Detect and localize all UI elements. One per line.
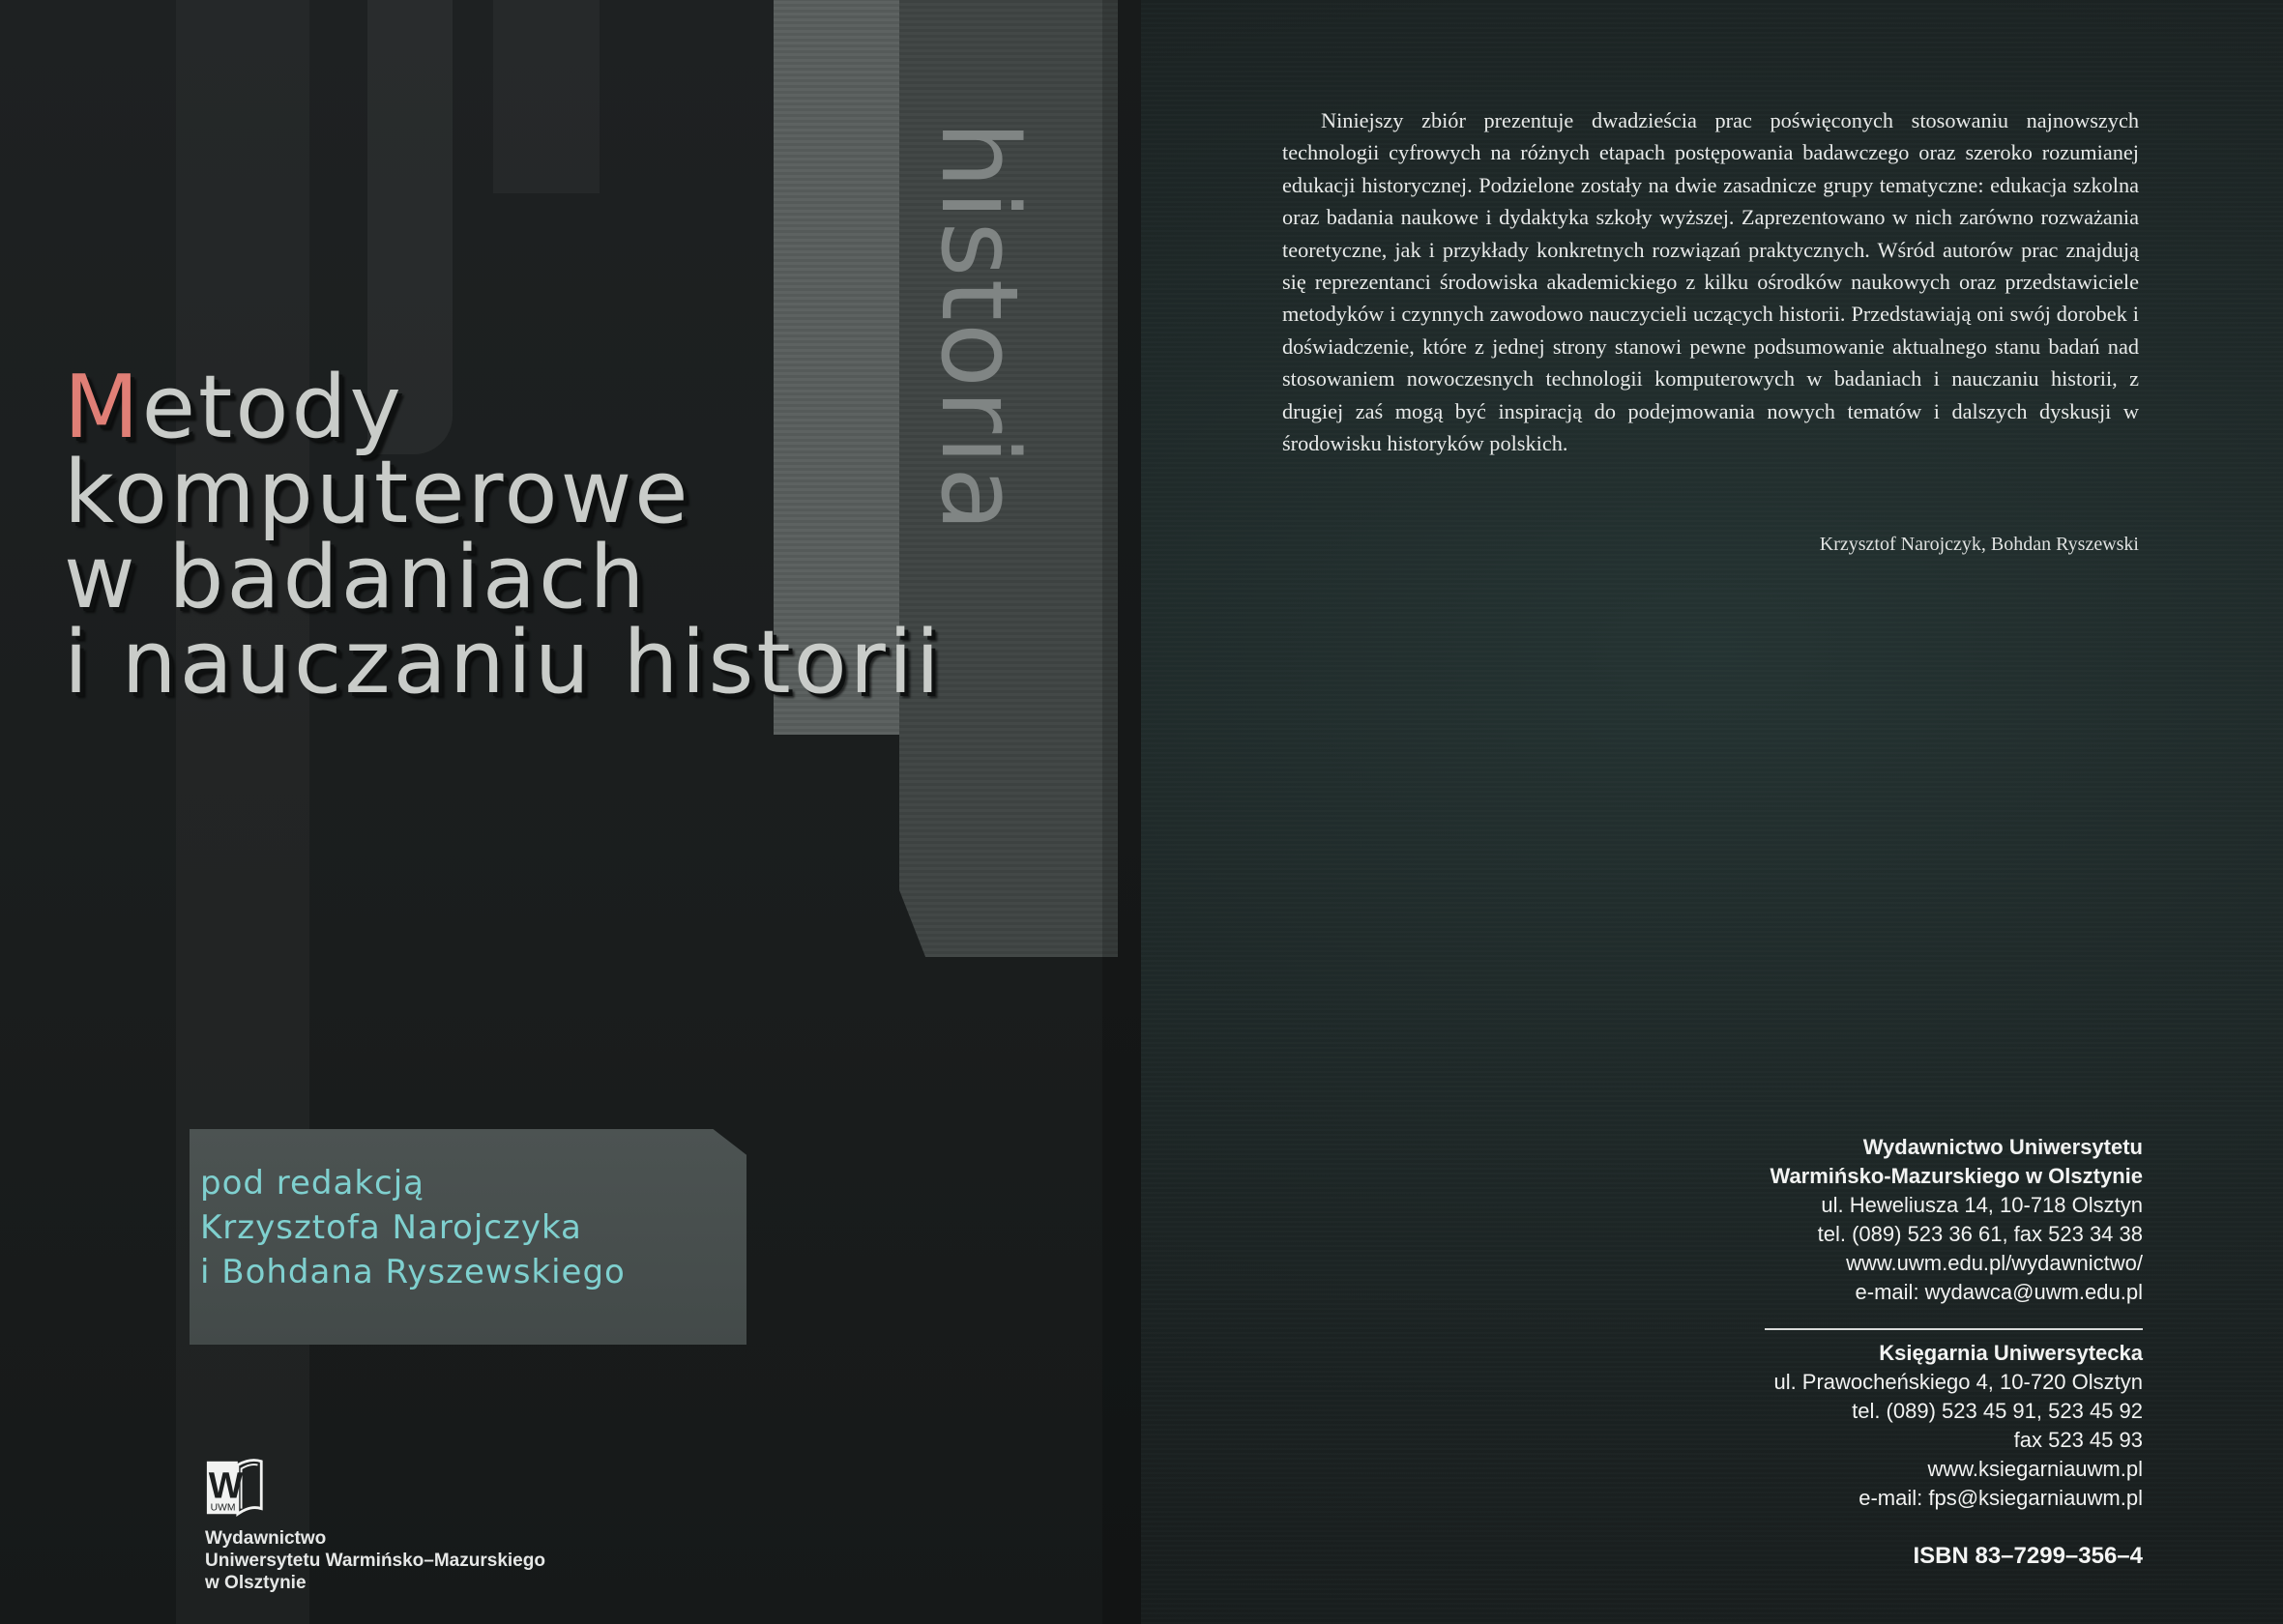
vertical-word: historia [918, 121, 1041, 535]
decor-stripe [176, 0, 309, 1624]
title-accent-letter: M [64, 357, 142, 458]
title-line-3: w badaniach [64, 527, 648, 628]
bookshop-web: www.ksiegarniauwm.pl [1927, 1457, 2143, 1481]
bookshop-phone: tel. (089) 523 45 91, 523 45 92 [1852, 1399, 2143, 1423]
publisher-contact [1771, 1133, 2144, 1307]
contact-divider [1765, 1328, 2143, 1330]
publisher-web: www.uwm.edu.pl/wydawnictwo/ [1846, 1251, 2143, 1275]
title-line-1-rest: etody [141, 357, 404, 458]
bookshop-address: ul. Prawocheńskiego 4, 10-720 Olsztyn [1773, 1370, 2143, 1394]
title-line-1 [64, 357, 943, 458]
publisher-name: Wydawnictwo Uniwersytetu [1862, 1135, 2143, 1159]
publisher-name: Warmińsko-Mazurskiego w Olsztynie [1770, 1164, 2143, 1188]
publisher-address: ul. Heweliusza 14, 10-718 Olsztyn [1821, 1193, 2143, 1217]
blurb-signature: Krzysztof Narojczyk, Bohdan Ryszewski [1819, 534, 2139, 555]
spine-shadow [1102, 0, 1141, 1624]
title-line-2: komputerowe [64, 442, 691, 543]
publisher-line: Uniwersytetu Warmińsko–Mazurskiego [205, 1551, 545, 1571]
isbn: ISBN 83–7299–356–4 [1913, 1543, 2143, 1569]
bookshop-name: Księgarnia Uniwersytecka [1879, 1341, 2143, 1365]
decor-stripe [493, 0, 600, 193]
bookshop-contact [1773, 1339, 2143, 1513]
publisher-email: e-mail: wydawca@uwm.edu.pl [1855, 1280, 2143, 1304]
editors [200, 1161, 626, 1294]
publisher-logo [205, 1456, 265, 1523]
editor-line: i Bohdana Ryszewskiego [200, 1253, 626, 1291]
publisher-line: w Olsztynie [205, 1573, 307, 1593]
bookshop-email: e-mail: fps@ksiegarniauwm.pl [1859, 1486, 2143, 1510]
publisher-phone: tel. (089) 523 36 61, fax 523 34 38 [1817, 1222, 2143, 1246]
editor-line: pod redakcją [200, 1164, 425, 1203]
title-line-4: i nauczaniu historii [64, 612, 943, 713]
logo-sub: UWM [210, 1502, 236, 1514]
editor-line: Krzysztofa Narojczyka [200, 1208, 582, 1247]
logo-letter: W [208, 1464, 244, 1506]
book-logo-icon [205, 1456, 265, 1520]
publisher-line: Wydawnictwo [205, 1528, 327, 1549]
publisher-name-front [205, 1527, 545, 1594]
bookshop-fax: fax 523 45 93 [2013, 1428, 2143, 1452]
back-cover-blurb: Niniejszy zbiór prezentuje dwadzieścia prac poświęconych stosowaniu najnowszych technologii cyfrowych na różnych etapach postępowania badawczego oraz szeroko rozumianej edukacji historycznej. Podzielone zostały na dwie zasadnicze grupy tematyczne: edukacja szkolna oraz badania naukowe i dydaktyka szkoły wyższej. Zaprezentowano w nich zarówno rozważania teoretyczne, jak i przykłady konkretnych rozwiązań praktycznych. Wśród autorów prac znajdują się reprezentanci środowiska akademickiego z kilku ośrodków naukowych oraz przedstawiciele metodyków i czynnych zawodowo nauczycieli uczących historii. Przedstawiają oni swój dorobek i doświadczenie, które z jednej strony stanowi pewne podsumowanie aktualnego stanu badań nad stosowaniem nowoczesnych technologii komputerowych w badaniach i nauczaniu historii, z drugiej zaś mogą być inspiracją do podejmowania nowych tematów i dalszych dyskusji w środowisku historyków polskich. [1282, 108, 2139, 456]
book-title [64, 357, 943, 713]
